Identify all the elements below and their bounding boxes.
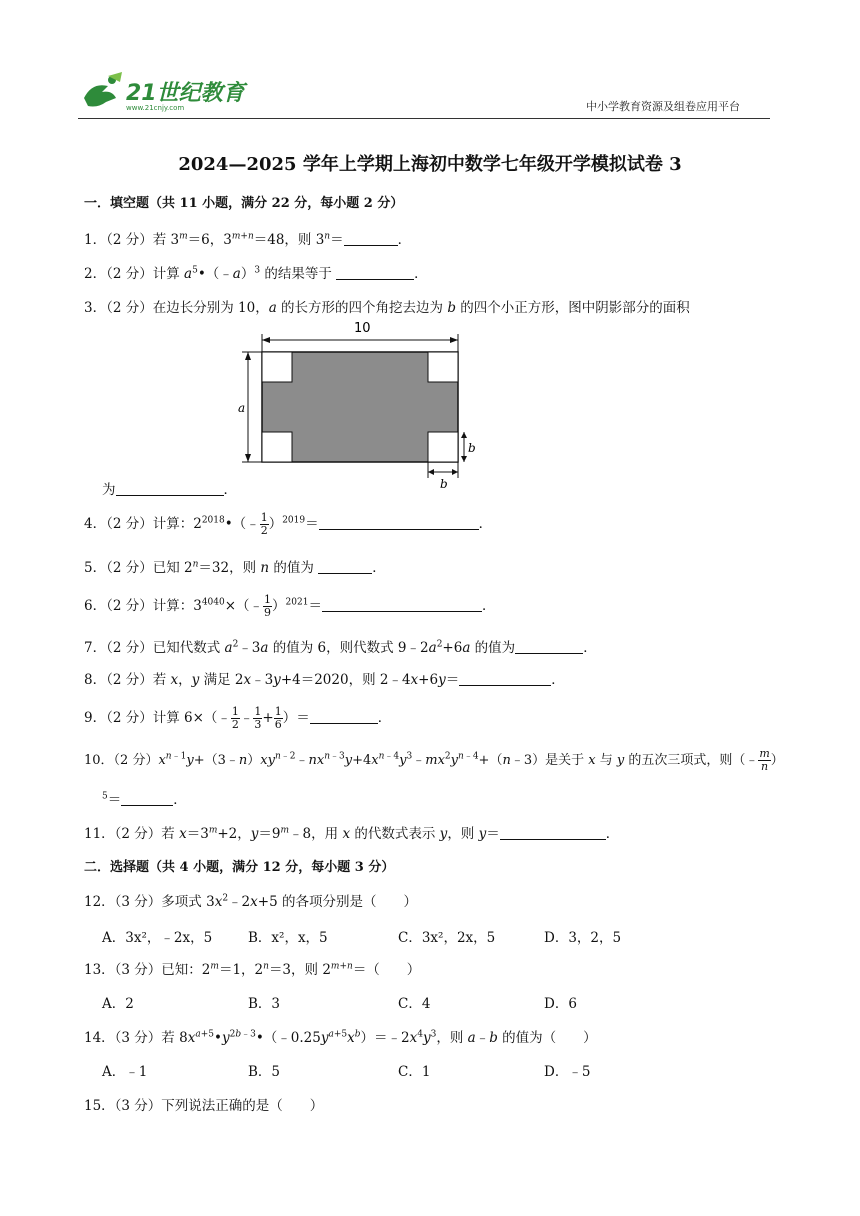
svg-text:b: b — [440, 477, 448, 490]
logo-icon — [78, 72, 248, 114]
q12-option-d[interactable]: D．3，2，5 — [544, 930, 622, 946]
section-heading-choice: 二．选择题（共 4 小题，满分 12 分，每小题 3 分） — [84, 860, 395, 875]
question-6: 6．（2 分）计算：$3^{4040}\times(﹣$ $\frac{1}{9}$ ）$^{2021}$＝ ． — [84, 593, 496, 619]
question-2: 2．（2 分）计算 $a^5•(﹣a)^3$ 的结果等于 ． — [84, 265, 428, 282]
q14-option-a[interactable]: A．﹣1 — [102, 1064, 148, 1080]
svg-text:a: a — [238, 401, 246, 415]
q13-option-a[interactable]: A．2 — [102, 996, 134, 1012]
q13-option-b[interactable]: B．3 — [248, 996, 281, 1012]
question-1: 1．（2 分）若 $3^m=6$，$3^{m+n}=48$，则 $3^n=$ ． — [84, 231, 412, 248]
q14-option-d[interactable]: D．﹣5 — [544, 1064, 591, 1080]
section-heading-fill: 一．填空题（共 11 小题，满分 22 分，每小题 2 分） — [84, 196, 404, 211]
question-13: 13．（3 分）已知：$2^m=1$，$2^n=3$，则 $2^{m+n}=$（ ） — [84, 961, 421, 978]
question-11: 11．（2 分）若 $x=3^m+2$，$y=9^m﹣8$，用 x 的代数式表示 y，则 y＝ ． — [84, 825, 620, 842]
question-14: 14．（3 分）若 $8x^{a+5}•y^{2b﹣3}•(﹣0.25y^{a+5}x^b)=﹣2x^4y^3$，则 a﹣b 的值为（ ） — [84, 1029, 597, 1046]
svg-text:www.21cnjy.com: www.21cnjy.com — [126, 104, 185, 112]
q12-option-c[interactable]: C．3x²，2x，5 — [398, 930, 496, 946]
svg-text:21世纪教育: 21世纪教育 — [126, 81, 245, 106]
question-10-tail: $^5$＝ ． — [102, 791, 187, 808]
q13-option-d[interactable]: D．6 — [544, 996, 577, 1012]
question-4: 4．（2 分）计算：$2^{2018}•(﹣$ $\frac{1}{2}$ ）$^{2019}$＝ ． — [84, 511, 493, 537]
question-9: 9．（2 分）计算 6×（﹣ $\frac{1}{2}$ ﹣ $\frac{1}{3}$ + $\frac{1}{6}$ ）＝ ． — [84, 705, 392, 731]
question-3-tail: 为 ． — [102, 482, 237, 498]
page-header — [78, 68, 770, 119]
question-10: 10．（2 分）$x^{n﹣1}y+(3﹣n)xy^{n﹣2}﹣nx^{n﹣3}y+4x^{n﹣4}y^3﹣mx^2y^{n﹣4}+(n﹣3)$是关于 x 与 y 的五次三项式，则（﹣ $\frac{m}{n}$ ） — [84, 747, 784, 773]
q14-option-c[interactable]: C．1 — [398, 1064, 431, 1080]
question-15: 15．（3 分）下列说法正确的是（ ） — [84, 1098, 324, 1114]
rectangle-diagram — [236, 318, 486, 490]
page-title: 2024—2025 学年上学期上海初中数学七年级开学模拟试卷 3 — [178, 154, 682, 175]
q14-option-b[interactable]: B．5 — [248, 1064, 281, 1080]
question-12: 12．（3 分）多项式 $3x^2﹣2x+5$ 的各项分别是（ ） — [84, 893, 417, 910]
question-3: 3．（2 分）在边长分别为 10，a 的长方形的四个角挖去边为 b 的四个小正方形，图中阴影部分的面积 — [84, 300, 690, 316]
q12-option-a[interactable]: A．3x²，﹣2x，5 — [102, 930, 213, 946]
svg-text:10: 10 — [354, 321, 371, 336]
q13-option-c[interactable]: C．4 — [398, 996, 431, 1012]
question-8: 8．（2 分）若 x，y 满足 2x﹣3y+4＝2020，则 2﹣4x+6y＝ ． — [84, 672, 565, 688]
question-7: 7．（2 分）已知代数式 $a^2﹣3a$ 的值为 6，则代数式 $9﹣2a^2+6a$ 的值为 ． — [84, 639, 597, 656]
header-tagline: 中小学教育资源及组卷应用平台 — [586, 100, 740, 113]
q12-option-b[interactable]: B．x²，x，5 — [248, 930, 328, 946]
svg-text:b: b — [468, 441, 476, 455]
question-5: 5．（2 分）已知 $2^n=32$，则 n 的值为 ． — [84, 559, 386, 576]
